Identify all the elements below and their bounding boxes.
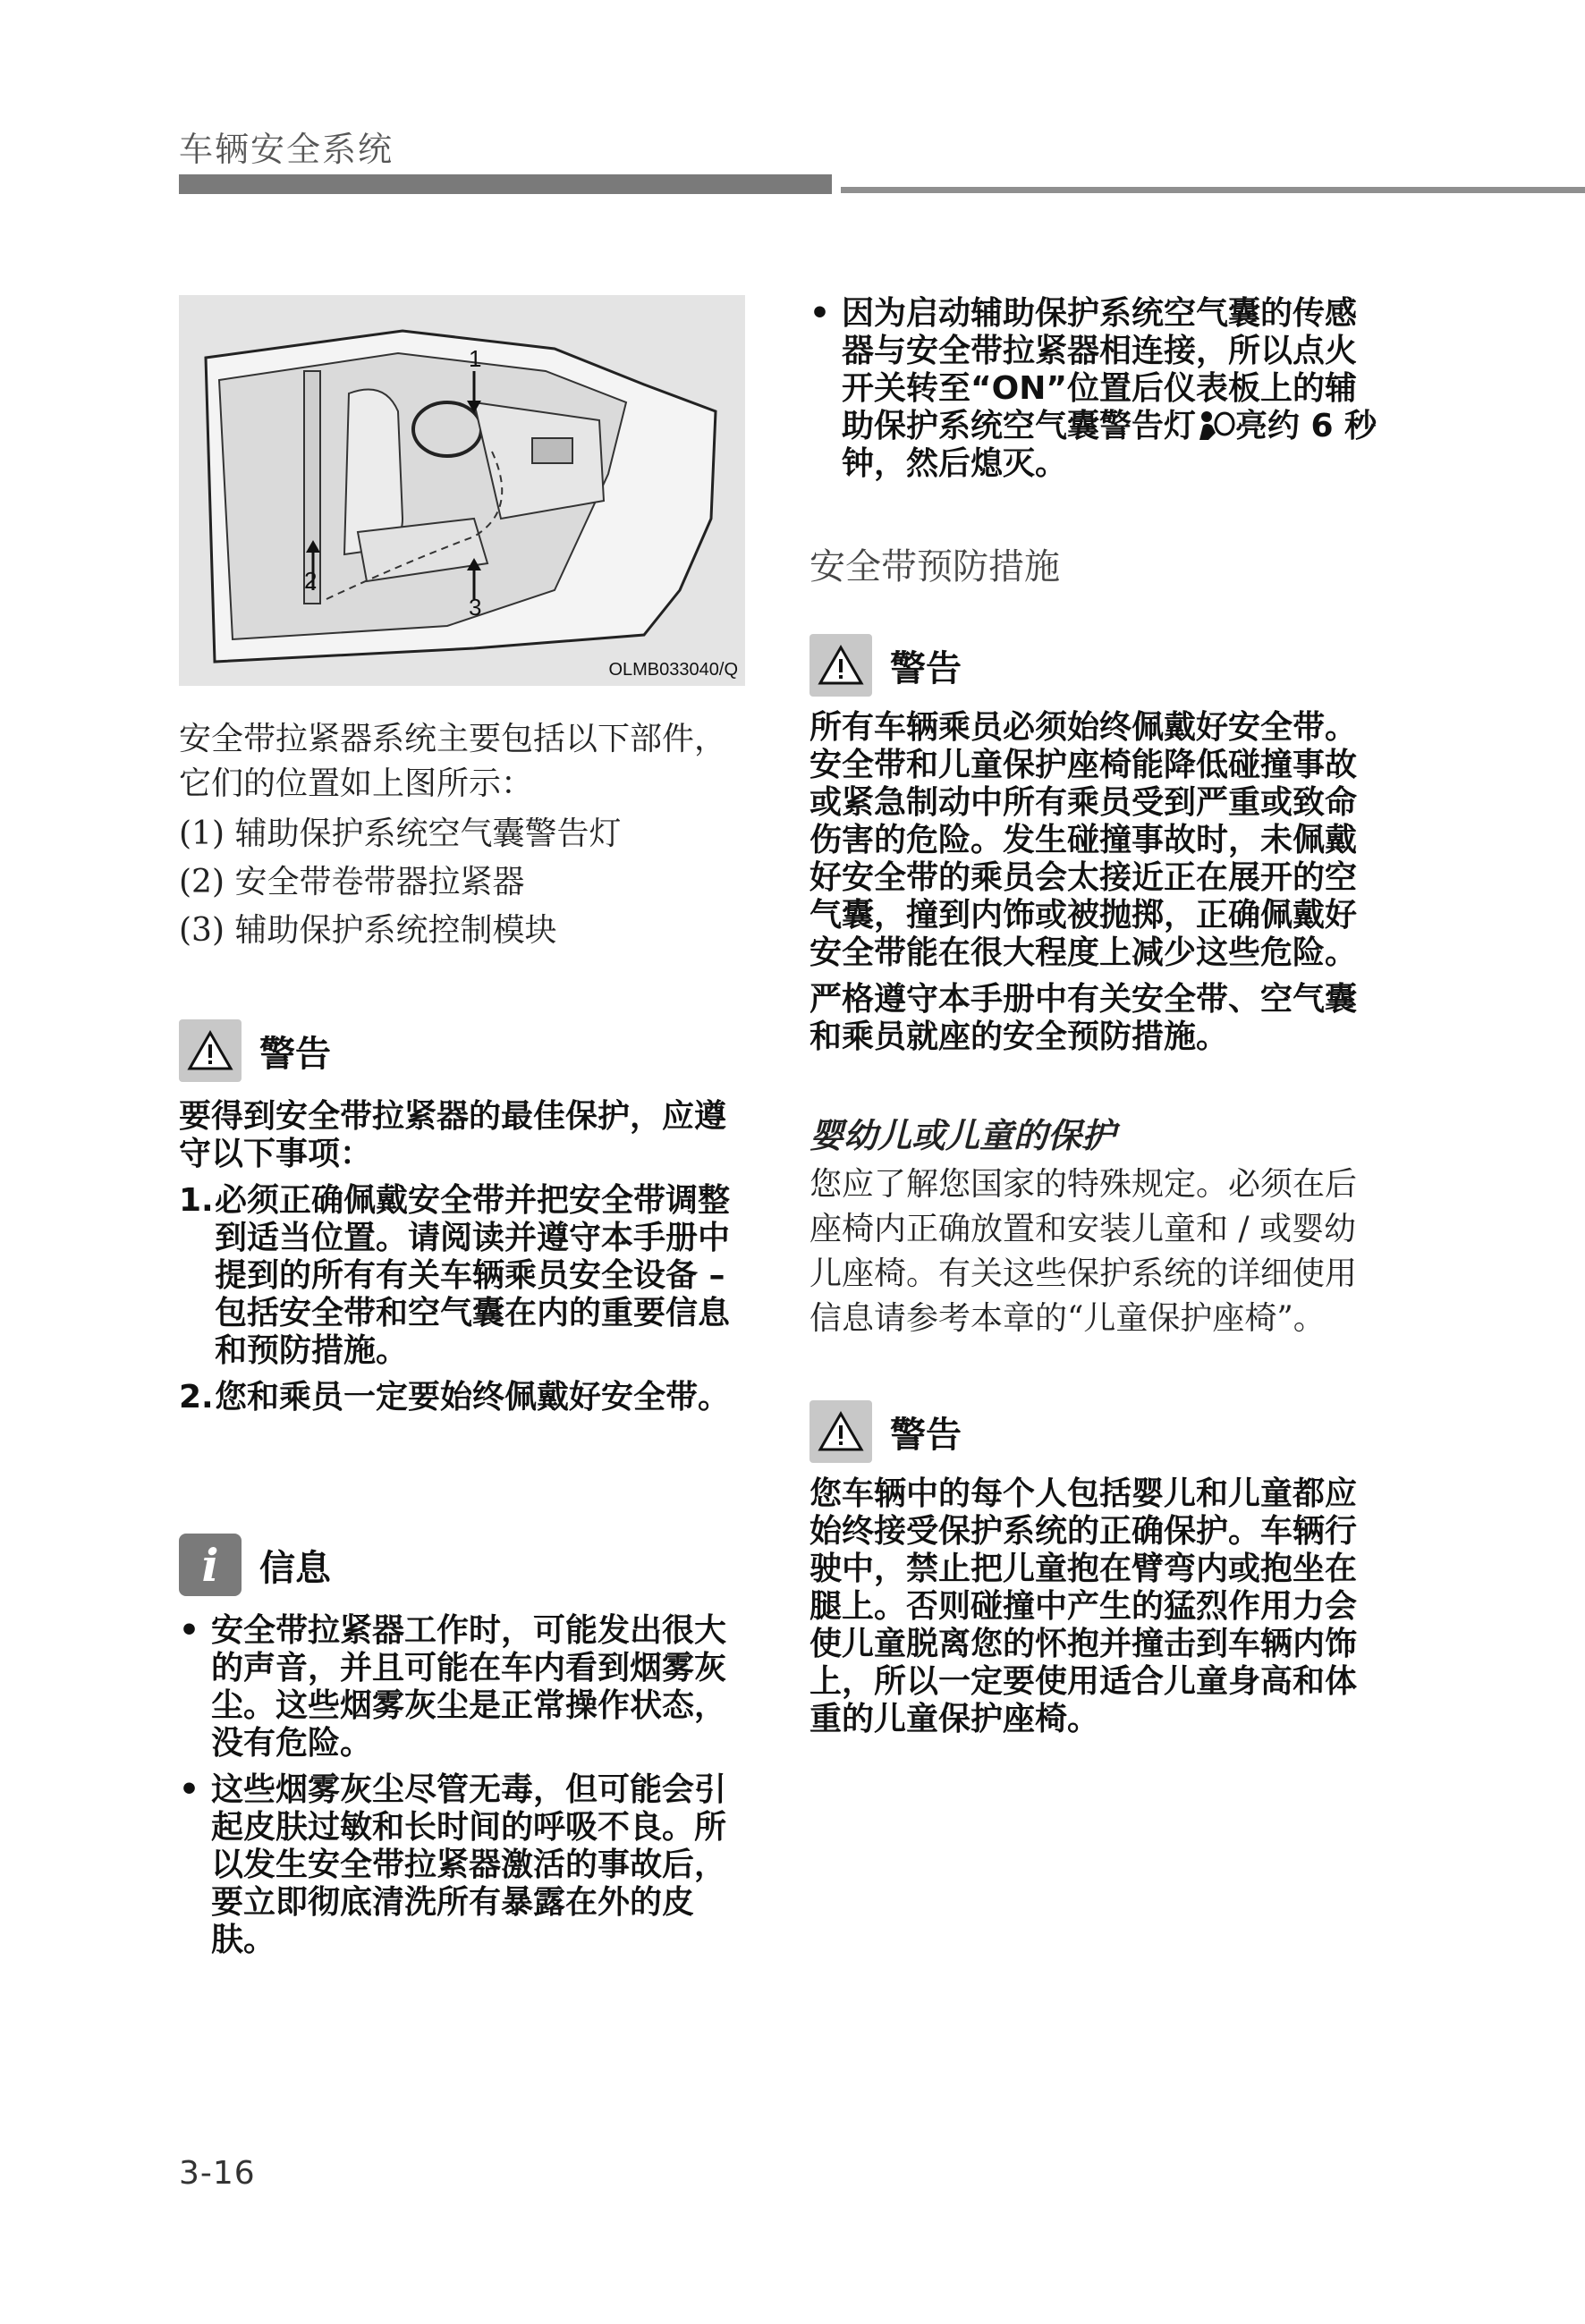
item-text: 必须正确佩戴安全带并把安全带调整到适当位置。请阅读并遵守本手册中提到的所有有关车辆乘员安全设备 – 包括安全带和空气囊在内的重要信息和预防措施。 <box>215 1182 731 1369</box>
warning-label-3: 警告 <box>890 1414 962 1456</box>
callout-2: 2 <box>304 567 318 594</box>
warning-item-1 <box>179 1182 751 1370</box>
warning-lead: 要得到安全带拉紧器的最佳保护，应遵守以下事项： <box>179 1098 727 1172</box>
info-bullet-1 <box>179 1612 751 1762</box>
child-protection-heading: 婴幼儿或儿童的保护 <box>809 1116 1116 1155</box>
car-interior-figure <box>179 295 745 686</box>
warning-label-2: 警告 <box>890 647 962 689</box>
bullet-dot: • <box>179 1612 200 1649</box>
component-item-1: (1) 辅助保护系统空气囊警告灯 <box>179 816 622 852</box>
bullet-text-part2: 亮约 6 秒钟，然后熄灭。 <box>842 408 1377 482</box>
item-number: 2. <box>179 1379 214 1416</box>
callout-3: 3 <box>469 594 482 621</box>
component-item-2: (2) 安全带卷带器拉紧器 <box>179 864 525 900</box>
warning3-para: 您车辆中的每个人包括婴儿和儿童都应始终接受保护系统的正确保护。车辆行驶中，禁止把儿童抱在臂弯内或抱坐在腿上。否则碰撞中产生的猛烈作用力会使儿童脱离您的怀抱并撞击到车辆内饰上，所以一定要使用适合儿童身高和体重的儿童保护座椅。 <box>809 1475 1358 1737</box>
info-header <box>179 1534 751 1596</box>
airbag-warning-icon <box>1196 410 1235 442</box>
bullet-dot: • <box>809 295 831 332</box>
warning-triangle-icon <box>179 1019 242 1082</box>
airbag-bullet <box>809 295 1384 483</box>
intro-paragraph: 安全带拉紧器系统主要包括以下部件，它们的位置如上图所示： <box>179 721 727 802</box>
warning-header-2 <box>809 634 1384 697</box>
component-item-3: (3) 辅助保护系统控制模块 <box>179 912 557 949</box>
info-icon: i <box>179 1534 242 1596</box>
left-column <box>179 717 751 953</box>
figure-code: OLMB033040/Q <box>608 660 738 680</box>
bullet-text-part1: 因为启动辅助保护系统空气囊的传感器与安全带拉紧器相连接，所以点火开关转至“ON”位置后仪表板上的辅助保护系统空气囊警告灯 <box>842 295 1358 444</box>
header-bar-dark <box>179 174 832 194</box>
warning-box-2 <box>809 634 1384 1056</box>
section-title: 车辆安全系统 <box>179 130 394 169</box>
item-number: 1. <box>179 1182 214 1219</box>
warning-header-1 <box>179 1019 751 1082</box>
warning-box-1 <box>179 1019 751 1416</box>
warning2-para2: 严格遵守本手册中有关安全带、空气囊和乘员就座的安全预防措施。 <box>809 981 1358 1055</box>
item-text: 您和乘员一定要始终佩戴好安全带。 <box>215 1379 731 1416</box>
right-column <box>809 295 1384 1738</box>
precautions-subheading: 安全带预防措施 <box>809 546 1060 587</box>
bullet-text: 这些烟雾灰尘尽管无毒，但可能会引起皮肤过敏和长时间的呼吸不良。所以发生安全带拉紧器激活的事故后，要立即彻底清洗所有暴露在外的皮肤。 <box>211 1771 727 1958</box>
car-interior-illustration <box>179 295 745 686</box>
warning-label-1: 警告 <box>259 1033 331 1075</box>
child-protection-paragraph: 您应了解您国家的特殊规定。必须在后座椅内正确放置和安装儿童和 / 或婴幼儿座椅。有关这些保护系统的详细使用信息请参考本章的“儿童保护座椅”。 <box>809 1166 1358 1337</box>
callout-1: 1 <box>469 345 482 372</box>
warning2-para1: 所有车辆乘员必须始终佩戴好安全带。安全带和儿童保护座椅能降低碰撞事故或紧急制动中所有乘员受到严重或致命伤害的危险。发生碰撞事故时，未佩戴好安全带的乘员会太接近正在展开的空气囊，撞到内饰或被抛掷，正确佩戴好安全带能在很大程度上减少这些危险。 <box>809 709 1358 971</box>
info-label: 信息 <box>259 1547 331 1589</box>
bullet-dot: • <box>179 1771 200 1808</box>
warning-triangle-icon <box>809 634 872 697</box>
header-bar-light <box>841 187 1585 193</box>
bullet-text: 安全带拉紧器工作时，可能发出很大的声音，并且可能在车内看到烟雾灰尘。这些烟雾灰尘是正常操作状态，没有危险。 <box>211 1612 727 1762</box>
warning-triangle-icon <box>809 1400 872 1463</box>
info-bullet-2 <box>179 1771 751 1959</box>
warning-item-2 <box>179 1379 751 1416</box>
warning-box-3 <box>809 1400 1384 1738</box>
page-number: 3-16 <box>179 2155 256 2192</box>
warning-header-3 <box>809 1400 1384 1463</box>
info-box <box>179 1534 751 1959</box>
